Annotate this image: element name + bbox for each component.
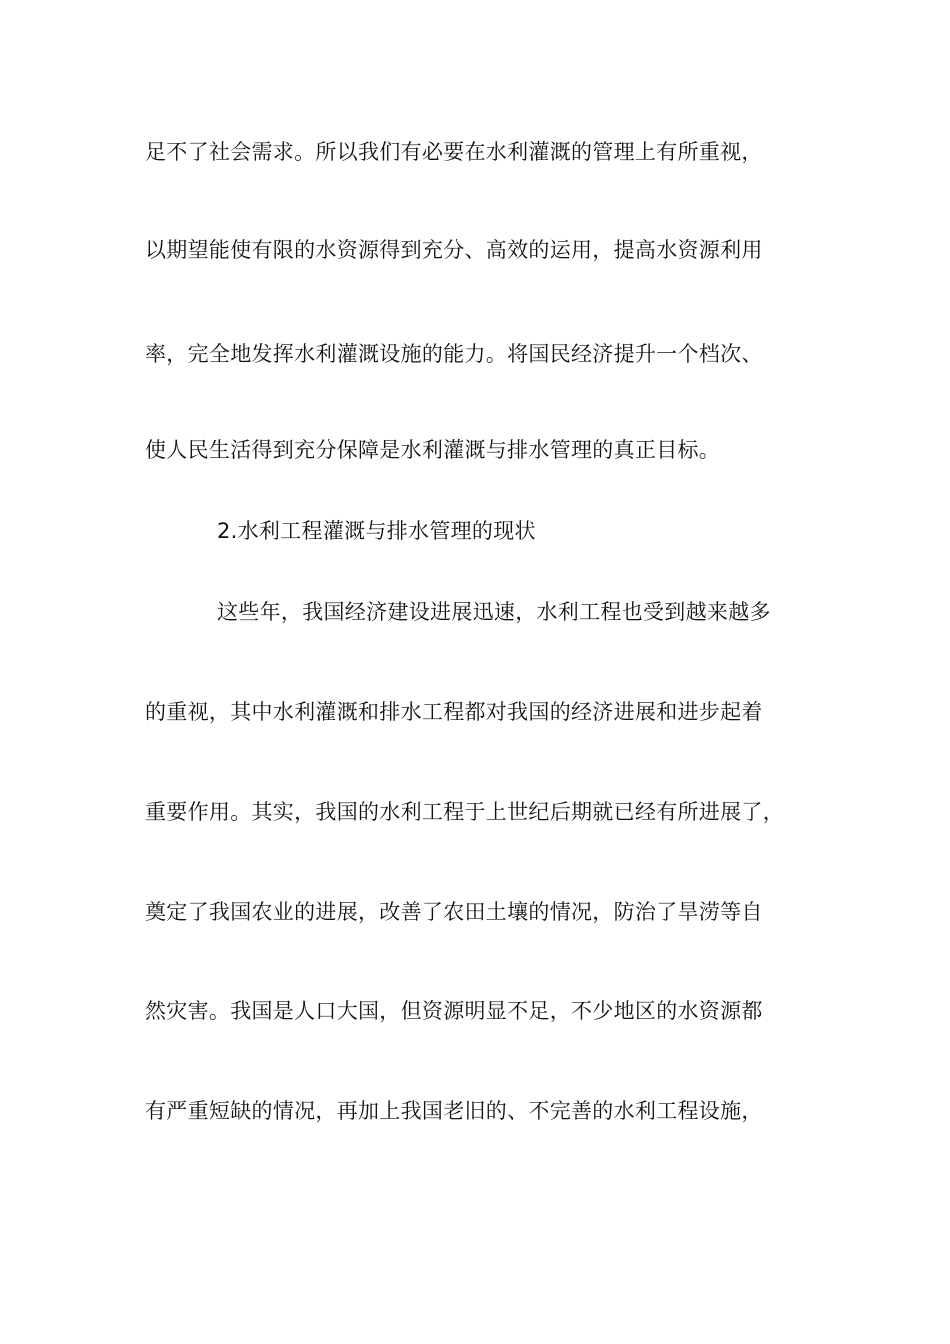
section-heading: 2.水利工程灌溉与排水管理的现状 xyxy=(217,519,536,543)
paragraph-line: 重要作用。其实，我国的水利工程于上世纪后期就已经有所进展了， xyxy=(145,800,784,824)
paragraph-line: 使人民生活得到充分保障是水利灌溉与排水管理的真正目标。 xyxy=(145,438,721,462)
paragraph-line: 率，完全地发挥水利灌溉设施的能力。将国民经济提升一个档次、 xyxy=(145,342,763,366)
paragraph-line: 以期望能使有限的水资源得到充分、高效的运用，提高水资源利用 xyxy=(145,238,763,262)
paragraph-line: 然灾害。我国是人口大国，但资源明显不足，不少地区的水资源都 xyxy=(145,999,763,1023)
paragraph-line: 这些年，我国经济建设进展迅速，水利工程也受到越来越多 xyxy=(217,600,771,624)
paragraph-line: 有严重短缺的情况，再加上我国老旧的、不完善的水利工程设施， xyxy=(145,1099,763,1123)
paragraph-line: 奠定了我国农业的进展，改善了农田土壤的情况，防治了旱涝等自 xyxy=(145,900,763,924)
paragraph-line: 足不了社会需求。所以我们有必要在水利灌溉的管理上有所重视， xyxy=(145,140,763,164)
paragraph-line: 的重视，其中水利灌溉和排水工程都对我国的经济进展和进步起着 xyxy=(145,700,763,724)
